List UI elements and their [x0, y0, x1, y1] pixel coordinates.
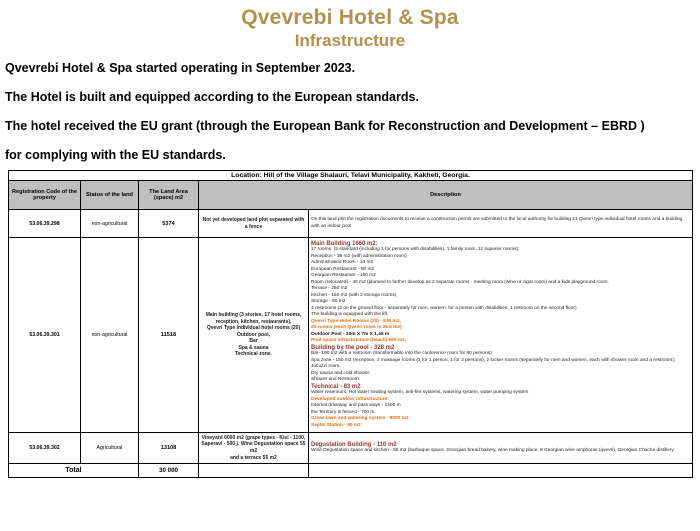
cell-land-summary	[199, 433, 309, 464]
total-empty-cell	[309, 464, 693, 478]
text-line: Saperavi - 500 ). Wine Degustation space 55 m2	[201, 441, 306, 454]
text-line: 17 rooms, (5 standard (including 1 for persons with disabilities), 1 family room, 11 superior rooms);	[311, 247, 520, 253]
text-line: 20 rooms (each Qvevri room is 26.8 m2)	[311, 325, 402, 331]
text-line: Internal driveway and pass ways - 1200 m	[311, 403, 401, 409]
cell-land-status: non-agricultural	[81, 210, 139, 238]
text-line: 4 restrooms (3 on the ground floor - separately for men, women, for a person with disabilities, 1 restroom on the second floor)	[311, 305, 577, 311]
property-table	[8, 170, 693, 478]
cell-land-summary	[199, 238, 309, 433]
text-line: Qvevri Type Hotel Rooms (20) - 536 m2,	[311, 318, 401, 324]
cell-land-status: Agricultural	[81, 433, 139, 464]
text-line: Storage - 60 m2	[311, 299, 346, 305]
table-location-header: Location: Hill of the Village Shalauri, Telavi Municipality, Kakheti, Georgia.	[9, 171, 693, 181]
text-line: Technical zone.	[235, 351, 272, 358]
text-line: Septic Station - 80 m2	[311, 422, 361, 428]
col-header-description: Description	[199, 181, 693, 210]
text-line: On this land plot the registration documents to receive a construction permit are submitted to the local authority for building 21 Qvevri type individual hotel rooms and a building with an indoor pool	[311, 217, 683, 229]
cell-description	[309, 238, 693, 433]
cell-land-area: 5374	[139, 210, 199, 238]
text-line: Kitchen - 150 m2 (with 3 storage rooms)	[311, 292, 397, 298]
text-line: Technical - 83 m2	[311, 383, 361, 390]
total-land-area: 30 000	[139, 464, 199, 478]
text-line: the Territory is fenced - 700 m.	[311, 409, 376, 415]
cell-description	[309, 210, 693, 238]
text-line: Room (relocated) - 40 m2 (planned to further develop as 2 separate rooms - meeting room (wine or cigar room) and a kids playground room.	[311, 279, 609, 285]
cell-registration-code: 53.06.39.302	[9, 433, 81, 464]
cell-land-status: non-agricultural	[81, 238, 139, 433]
cell-land-area: 13108	[139, 433, 199, 464]
cell-land-area: 11518	[139, 238, 199, 433]
cell-registration-code: 53.06.39.301	[9, 238, 81, 433]
location-row	[9, 171, 693, 181]
text-line: Water reservoirs, Hot water heating system, anti-fire systems, watering system, water pumping system	[311, 390, 529, 396]
intro-line-2: The Hotel is built and equipped according to the European standards.	[5, 90, 419, 104]
text-line: Georgian Restaurant - 160 m2	[311, 273, 376, 279]
text-line: Administration Room - 10 m2	[311, 260, 374, 266]
text-line: Bar	[249, 338, 258, 345]
text-line: and a terrace 55 m2	[230, 454, 277, 461]
text-line: Pool space infrastructure (beach) 560 m2,	[311, 338, 407, 344]
text-line: Grass lawn and watering system - 8000 m2	[311, 416, 409, 422]
slide	[0, 6, 700, 531]
table-row-1	[9, 210, 693, 238]
text-line: Bar- 190 m2 with a restroom (transformable into the conference room for 80 persons)	[311, 351, 492, 357]
text-line: Main Building 1660 m2:	[311, 240, 378, 247]
text-line: Dry sauna and cold shower.	[311, 370, 371, 376]
text-line: Reception - 38 m2 (with administration room)	[311, 253, 407, 259]
text-line: Spa & sauna	[238, 344, 269, 351]
col-header-land-status: Status of the land	[81, 181, 139, 210]
text-line: European Restaurant - 80 m2	[311, 266, 375, 272]
intro-line-1: Qvevrebi Hotel & Spa started operating in September 2023.	[5, 61, 356, 75]
intro-line-3: The hotel received the EU grant (through the European Bank for Reconstruction and Development – EBRD )	[5, 119, 645, 133]
text-line: Terrace - 250 m2	[311, 286, 348, 292]
cell-land-summary	[199, 210, 309, 238]
text-line: The building is equipped with the lift.	[311, 312, 389, 318]
total-row	[9, 464, 693, 478]
text-line: Vineyard 6000 m2 (grape types - Kisi - 1100,	[201, 434, 306, 441]
text-line: Main building (3 stories, 17 hotel rooms,	[205, 311, 302, 318]
column-header-row	[9, 181, 693, 210]
page-title: Qvevrebi Hotel & Spa	[241, 6, 459, 29]
col-header-land-area: The Land Area (space) m2	[139, 181, 199, 210]
text-line: Shower and Restroom.	[311, 377, 361, 383]
text-line: Outdoor Pool - 20m X 7m X 1,45 m	[311, 331, 390, 337]
text-line: Developed outdoor infrastructure:	[311, 396, 389, 402]
text-line: reception, kitchen, restaurants),	[215, 318, 292, 325]
page-subtitle: Infrastructure	[294, 31, 406, 50]
text-line: Outdoor pool,	[236, 331, 271, 338]
text-line: Building by the pool - 328 m2	[311, 344, 395, 351]
intro-line-4: for complying with the EU standards.	[5, 148, 226, 162]
col-header-registration-code: Registration Code of the property	[9, 181, 81, 210]
text-line: Not yet developed land plot separated with a fence	[202, 216, 305, 230]
cell-registration-code: 53.06.39.298	[9, 210, 81, 238]
text-line: Spa zone - 150 m2 (reception, 2 massage rooms (1 for 1 person, 1 for 2 persons), 2 locker rooms (separately for men and women, each with shower room and a restroom);	[311, 357, 676, 363]
text-line: Qvevri Type individual hotel rooms (20)	[206, 325, 301, 332]
total-empty-cell	[199, 464, 309, 478]
cell-description	[309, 433, 693, 464]
text-line: Jacuzzi room.	[311, 364, 341, 370]
table-row-3	[9, 433, 693, 464]
total-label: Total	[9, 464, 139, 478]
text-line: Degustation Building - 110 m2	[311, 441, 397, 448]
text-line: Wine Degustation space and kitchen - 55 m2 (barbeque space, Georgian bread bakery, wine making place, 8 Georgian wine amphoras (qvevri), Georgian Chacha distillery.	[311, 448, 675, 453]
table-row-2	[9, 238, 693, 433]
